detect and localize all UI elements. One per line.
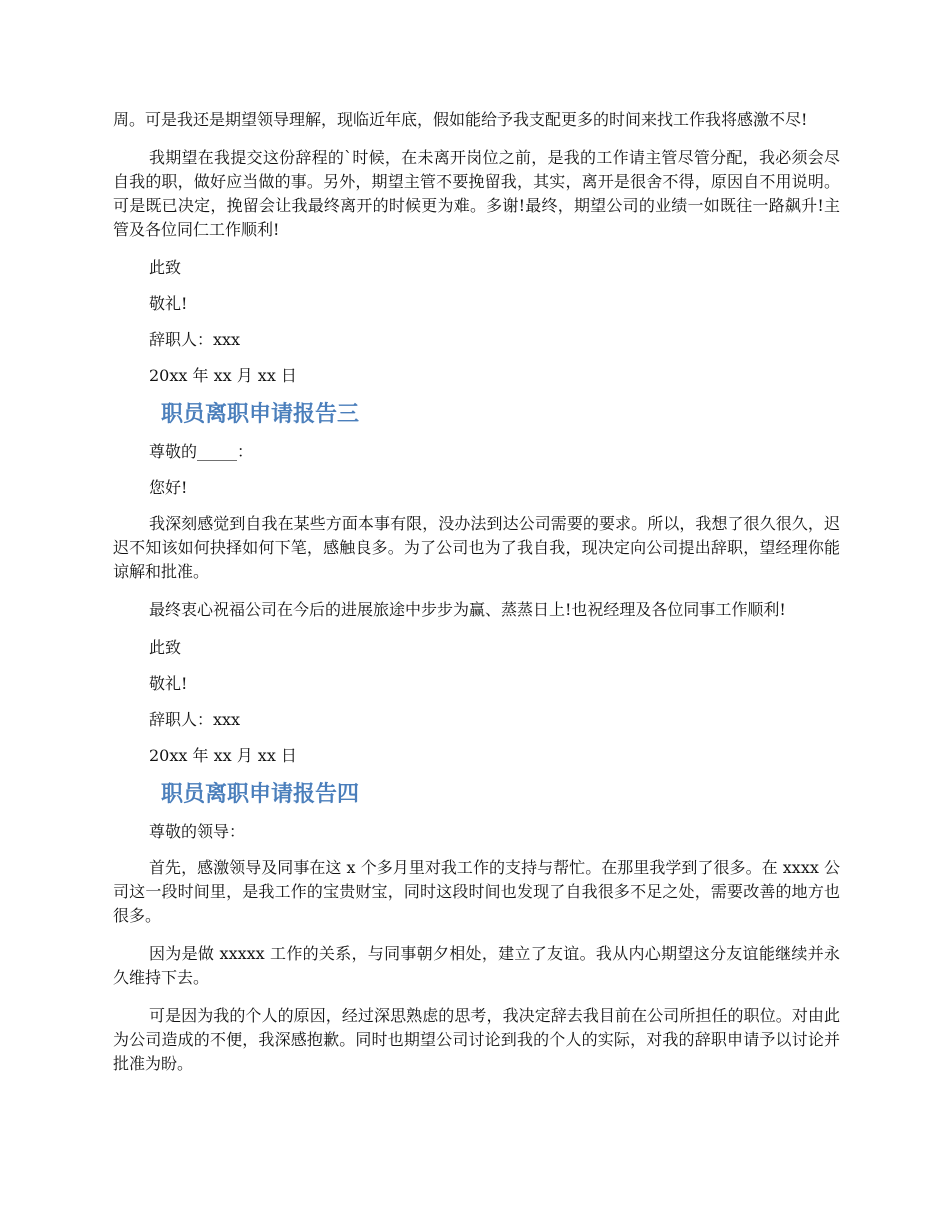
document-page	[113, 108, 840, 1090]
paragraph: 我期望在我提交这份辞程的`时候，在未离开岗位之前，是我的工作请主管尽管分配，我必须会尽自我的职，做好应当做的事。另外，期望主管不要挽留我，其实，离开是很舍不得，原因自不用说明。可是既已决定，挽留会让我最终离开的时候更为难。多谢!最终，期望公司的业绩一如既往一路飙升!主管及各位同仁工作顺利!	[113, 148, 840, 239]
hello-line: 您好!	[149, 478, 188, 497]
salute-line: 敬礼!	[149, 294, 188, 313]
section-3-title: 职员离职申请报告三	[161, 402, 360, 427]
section-4-title: 职员离职申请报告四	[161, 782, 360, 807]
closing-line: 此致	[149, 638, 182, 657]
paragraph: 最终衷心祝福公司在今后的进展旅途中步步为赢、蒸蒸日上!也祝经理及各位同事工作顺利!	[149, 600, 786, 619]
greeting-line: 尊敬的领导：	[149, 822, 246, 841]
paragraph: 因为是做 xxxxx 工作的关系，与同事朝夕相处，建立了友谊。我从内心期望这分友谊能继续并永久维持下去。	[113, 944, 840, 987]
paragraph: 首先，感激领导及同事在这 x 个多月里对我工作的支持与帮忙。在那里我学到了很多。在 xxxx 公司这一段时间里，是我工作的宝贵财宝，同时这段时间也发现了自我很多不足之处，需要改善的地方也很多。	[113, 858, 840, 925]
salute-line: 敬礼!	[149, 674, 188, 693]
greeting-line: 尊敬的_____：	[149, 442, 254, 461]
date-line: 20xx 年 xx 月 xx 日	[149, 366, 297, 385]
signer-line: 辞职人：xxx	[149, 330, 241, 349]
paragraph: 我深刻感觉到自我在某些方面本事有限，没办法到达公司需要的要求。所以，我想了很久很久，迟迟不知该如何抉择如何下笔，感触良多。为了公司也为了我自我，现决定向公司提出辞职，望经理你能谅解和批准。	[113, 514, 840, 581]
signer-line: 辞职人：xxx	[149, 710, 241, 729]
paragraph: 可是因为我的个人的原因，经过深思熟虑的思考，我决定辞去我目前在公司所担任的职位。对由此为公司造成的不便，我深感抱歉。同时也期望公司讨论到我的个人的实际，对我的辞职申请予以讨论并批准为盼。	[113, 1006, 840, 1073]
paragraph-continuation: 周。可是我还是期望领导理解，现临近年底，假如能给予我支配更多的时间来找工作我将感激不尽!	[113, 110, 808, 129]
closing-line: 此致	[149, 258, 182, 277]
date-line: 20xx 年 xx 月 xx 日	[149, 746, 297, 765]
